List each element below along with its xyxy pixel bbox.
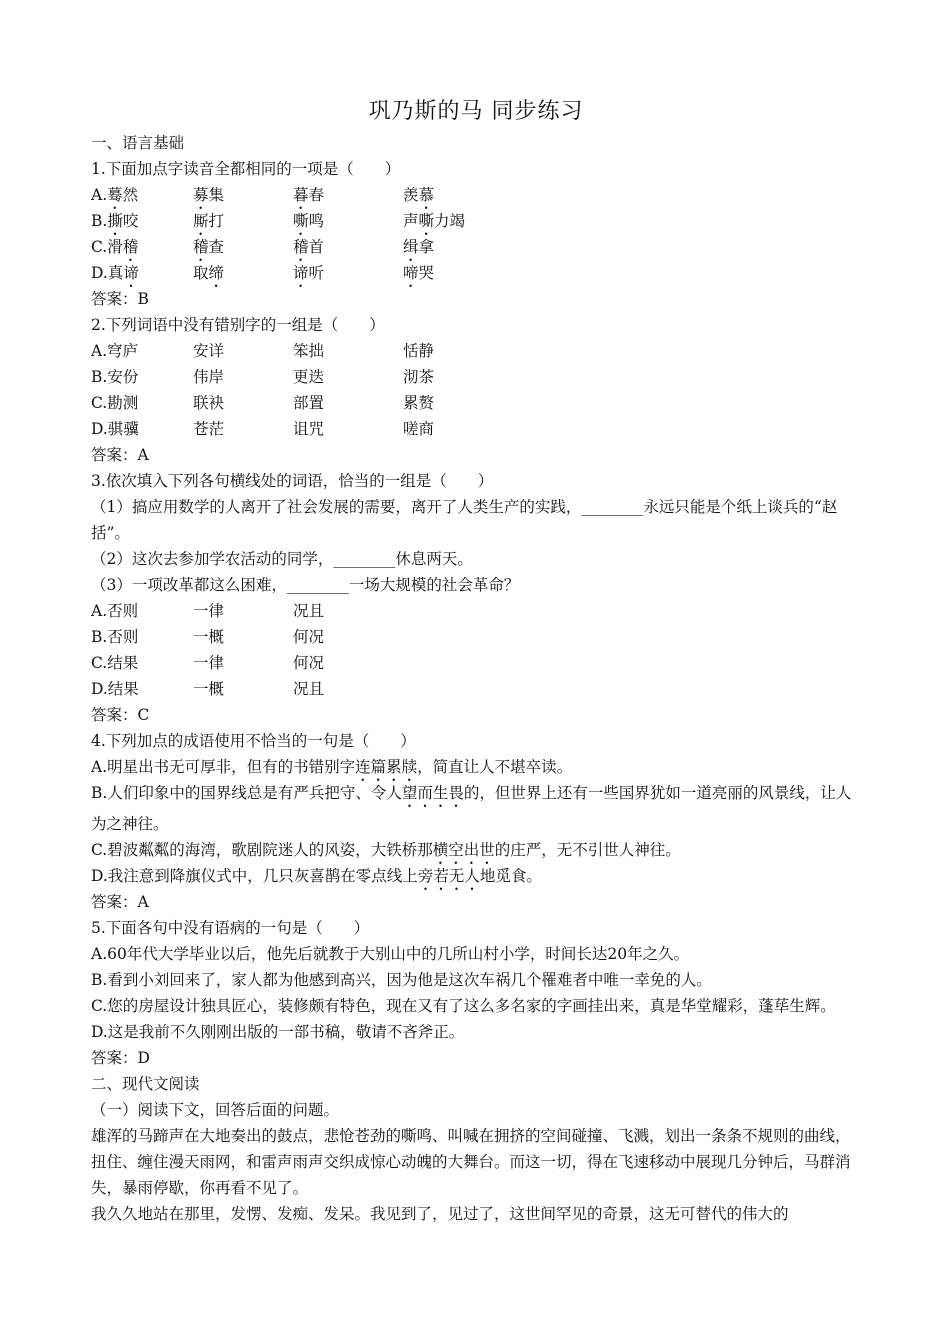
question-3-option-b: B.否则 一概 何况 [91, 628, 325, 646]
question-2-option-a: A.穹庐 安详 笨拙 恬静 [91, 342, 435, 360]
question-5-answer: 答案：D [91, 1049, 150, 1067]
question-4-stem: 4.下列加点的成语使用不恰当的一句是（ ） [91, 732, 416, 750]
question-4-option-d: D.我注意到降旗仪式中，几只灰喜鹊在零点线上旁若无人地觅食。 [91, 867, 542, 885]
question-3-option-c: C.结果 一律 何况 [91, 654, 325, 672]
emphasized-idiom: 旁若无人 [417, 867, 480, 885]
question-3-sentence-1: （1）搞应用数学的人离开了社会发展的需要，离开了人类生产的实践，________永远只能是个纸上谈兵的“赵括”。 [91, 498, 838, 542]
question-3-stem: 3.依次填入下列各句横线处的词语，恰当的一组是（ ） [91, 472, 494, 490]
question-1-answer: 答案：B [91, 290, 149, 308]
section-heading-language-basics: 一、语言基础 [91, 134, 185, 152]
question-2-answer: 答案：A [91, 446, 149, 464]
question-5-option-c: C.您的房屋设计独具匠心，装修颇有特色，现在又有了这么多名家的字画挂出来，真是华堂耀彩，蓬荜生辉。 [91, 997, 836, 1015]
emphasized-idiom: 望而生畏 [401, 784, 464, 802]
question-5-option-b: B.看到小刘回来了，家人都为他感到高兴，因为他是这次车祸几个罹难者中唯一幸免的人。 [91, 971, 712, 989]
question-2-option-c: C.勘测 联袂 部置 累赘 [91, 394, 435, 412]
question-3-option-d: D.结果 一概 况且 [91, 680, 325, 698]
question-1-option-d: D.真谛 取缔 谛听 啼哭 [91, 264, 435, 282]
question-4-option-c: C.碧波粼粼的海湾，歌剧院迷人的风姿，大铁桥那横空出世的庄严，无不引世人神往。 [91, 841, 681, 859]
question-1-option-c: C.滑稽 稽查 稽首 缉拿 [91, 238, 435, 256]
emphasized-idiom: 横空出世 [432, 841, 495, 859]
question-2-option-b: B.安份 伟岸 更迭 沏茶 [91, 368, 435, 386]
question-3-option-a: A.否则 一律 况且 [91, 602, 325, 620]
question-1-stem: 1.下面加点字读音全都相同的一项是（ ） [91, 160, 401, 178]
question-2-stem: 2.下列词语中没有错别字的一组是（ ） [91, 316, 385, 334]
reading-paragraph-2: 我久久地站在那里，发愣、发痴、发呆。我见到了，见过了，这世间罕见的奇景，这无可替代的伟大的 [91, 1205, 789, 1223]
option-cell: 羡慕 [403, 186, 435, 204]
question-5-option-a: A.60年代大学毕业以后，他先后就教于大别山中的几所山村小学，时间长达20年之久。 [91, 945, 690, 963]
reading-intro: （一）阅读下文，回答后面的问题。 [91, 1101, 340, 1119]
option-cell: 募集 [193, 186, 225, 204]
question-1-option-a [91, 182, 861, 208]
question-3-answer: 答案：C [91, 706, 150, 724]
option-cell: 暮春 [293, 186, 325, 204]
page-title: 巩乃斯的马 同步练习 [368, 99, 584, 124]
question-3-sentence-2: （2）这次去参加学农活动的同学，________休息两天。 [91, 550, 473, 568]
question-4-answer: 答案：A [91, 893, 149, 911]
emphasized-idiom: 连篇累牍 [355, 758, 418, 776]
question-2-option-d: D.骐骥 苍茫 诅咒 嗟商 [91, 420, 435, 438]
question-4-option-b: B.人们印象中的国界线总是有严兵把守、令人望而生畏的，但世界上还有一些国界犹如一道亮丽的风景线，让人为之神往。 [91, 784, 852, 833]
section-heading-reading: 二、现代文阅读 [91, 1075, 200, 1093]
question-4-option-a: A.明星出书无可厚非，但有的书错别字连篇累牍，简直让人不堪卒读。 [91, 758, 573, 776]
question-3-sentence-3: （3）一项改革都这么困难，________一场大规模的社会革命？ [91, 576, 520, 594]
question-5-stem: 5.下面各句中没有语病的一句是（ ） [91, 919, 370, 937]
question-5-option-d: D.这是我前不久刚刚出版的一部书稿，敬请不吝斧正。 [91, 1023, 465, 1041]
document-page [91, 96, 861, 1227]
reading-paragraph-1: 雄浑的马蹄声在大地奏出的鼓点，悲怆苍劲的嘶鸣、叫喊在拥挤的空间碰撞、飞溅，划出一条条不规则的曲线，扭住、缠住漫天雨网，和雷声雨声交织成惊心动魄的大舞台。而这一切，得在飞速移动中展现几分钟后，马群消失，暴雨停歇，你再看不见了。 [91, 1127, 851, 1197]
question-1-option-b: B.撕咬 厮打 嘶鸣 声嘶力竭 [91, 212, 466, 230]
option-cell: A.蓦然 [91, 186, 139, 204]
